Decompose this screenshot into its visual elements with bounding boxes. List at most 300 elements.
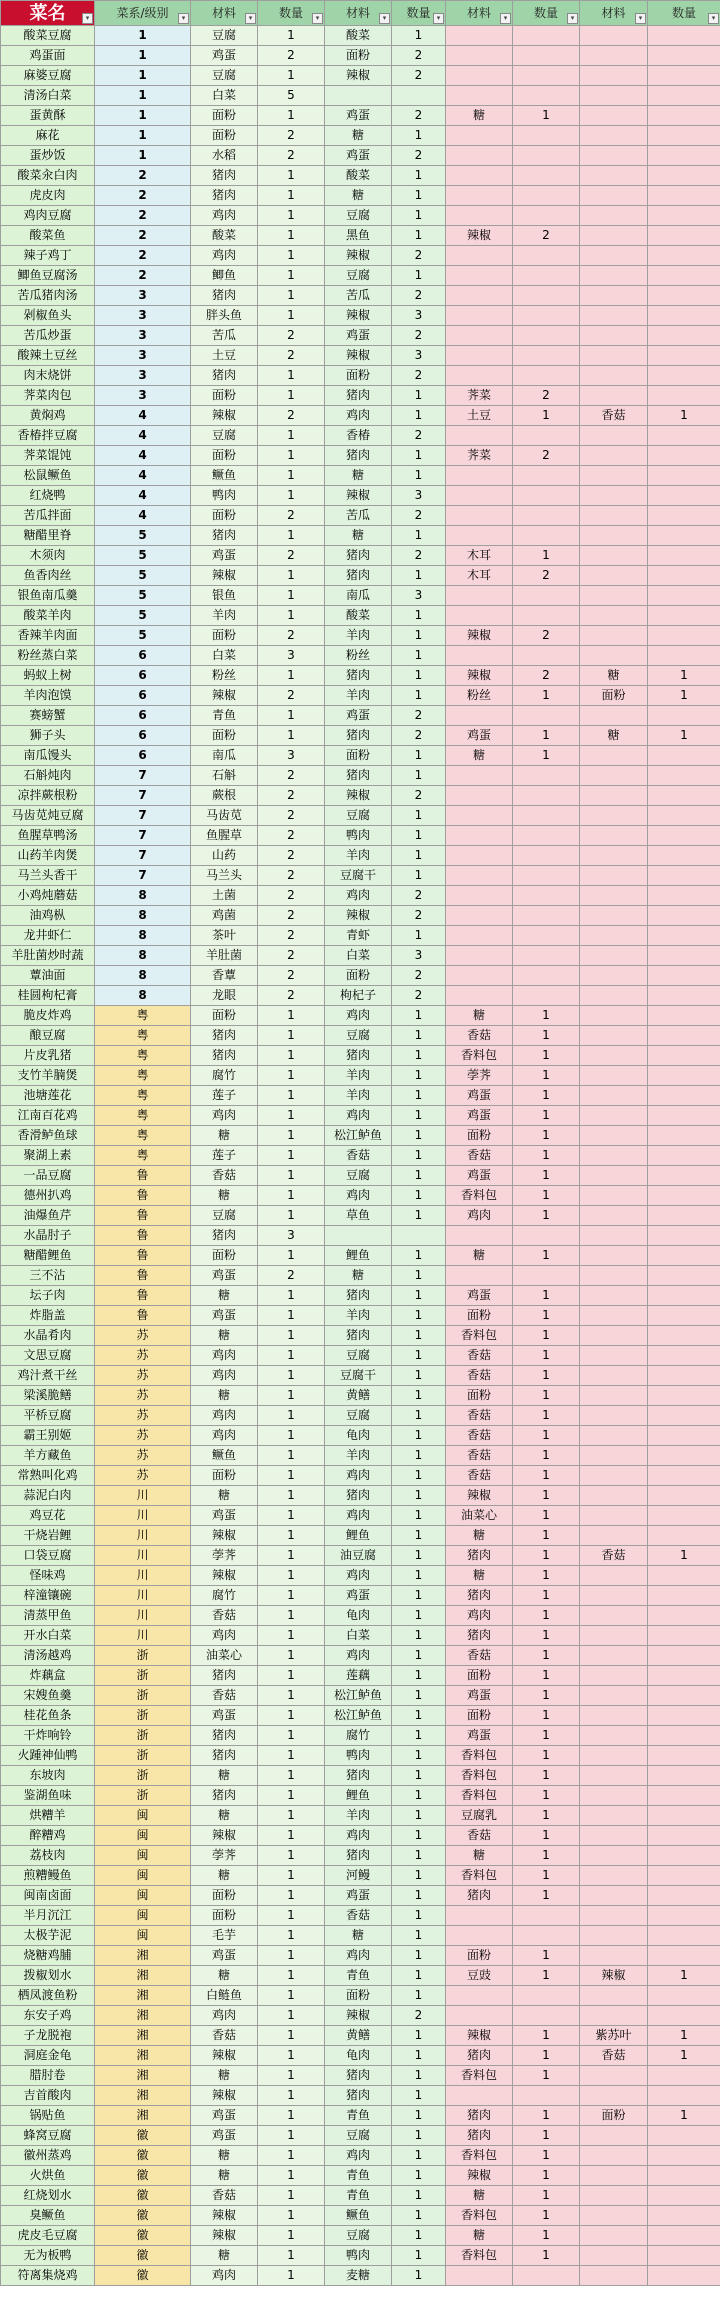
ingredient-cell[interactable]: 酸菜 (325, 26, 392, 46)
ingredient-cell[interactable] (580, 506, 648, 526)
quantity-cell[interactable]: 1 (258, 1526, 325, 1546)
ingredient-cell[interactable]: 糖 (191, 1386, 258, 1406)
ingredient-cell[interactable] (446, 286, 513, 306)
quantity-cell[interactable] (648, 546, 720, 566)
ingredient-cell[interactable]: 羊肉 (325, 1806, 392, 1826)
quantity-cell[interactable] (648, 1286, 720, 1306)
quantity-cell[interactable]: 1 (392, 2086, 446, 2106)
dish-name-cell[interactable]: 酸辣土豆丝 (1, 346, 95, 366)
quantity-cell[interactable] (513, 846, 580, 866)
quantity-cell[interactable] (648, 1226, 720, 1246)
dish-name-cell[interactable]: 松鼠鳜鱼 (1, 466, 95, 486)
quantity-cell[interactable]: 2 (258, 766, 325, 786)
quantity-cell[interactable]: 1 (513, 1946, 580, 1966)
filter-dropdown-icon[interactable]: ▾ (635, 13, 646, 24)
quantity-cell[interactable] (648, 906, 720, 926)
quantity-cell[interactable]: 2 (258, 1266, 325, 1286)
quantity-cell[interactable]: 1 (392, 206, 446, 226)
quantity-cell[interactable]: 1 (392, 1186, 446, 1206)
ingredient-cell[interactable]: 白菜 (191, 86, 258, 106)
ingredient-cell[interactable] (446, 486, 513, 506)
ingredient-cell[interactable]: 鸡蛋 (446, 726, 513, 746)
ingredient-cell[interactable] (580, 1006, 648, 1026)
quantity-cell[interactable] (513, 66, 580, 86)
ingredient-cell[interactable]: 木耳 (446, 546, 513, 566)
dish-name-cell[interactable]: 木须肉 (1, 546, 95, 566)
ingredient-cell[interactable]: 鸡肉 (191, 1426, 258, 1446)
ingredient-cell[interactable] (580, 1826, 648, 1846)
quantity-cell[interactable] (648, 1686, 720, 1706)
quantity-cell[interactable]: 1 (258, 1106, 325, 1126)
cuisine-level-cell[interactable]: 苏 (95, 1466, 191, 1486)
dish-name-cell[interactable]: 江南百花鸡 (1, 1106, 95, 1126)
ingredient-cell[interactable] (580, 66, 648, 86)
ingredient-cell[interactable] (580, 186, 648, 206)
quantity-cell[interactable]: 1 (258, 1646, 325, 1666)
ingredient-cell[interactable]: 糖 (191, 2166, 258, 2186)
quantity-cell[interactable]: 2 (258, 686, 325, 706)
dish-name-cell[interactable]: 干炸响铃 (1, 1726, 95, 1746)
dish-name-cell[interactable]: 羊肉泡馍 (1, 686, 95, 706)
ingredient-cell[interactable]: 香料包 (446, 1866, 513, 1886)
cuisine-level-cell[interactable]: 川 (95, 1566, 191, 1586)
quantity-cell[interactable]: 2 (258, 986, 325, 1006)
quantity-cell[interactable]: 1 (392, 1646, 446, 1666)
quantity-cell[interactable] (513, 286, 580, 306)
quantity-cell[interactable] (648, 266, 720, 286)
ingredient-cell[interactable]: 糖 (191, 1766, 258, 1786)
ingredient-cell[interactable]: 鸡肉 (191, 1626, 258, 1646)
quantity-cell[interactable]: 1 (258, 446, 325, 466)
quantity-cell[interactable]: 1 (258, 66, 325, 86)
ingredient-cell[interactable] (580, 306, 648, 326)
ingredient-cell[interactable]: 豆腐 (325, 266, 392, 286)
cuisine-level-cell[interactable]: 7 (95, 866, 191, 886)
quantity-cell[interactable]: 1 (258, 1446, 325, 1466)
quantity-cell[interactable] (648, 1946, 720, 1966)
ingredient-cell[interactable]: 黑鱼 (325, 226, 392, 246)
ingredient-cell[interactable] (580, 2066, 648, 2086)
cuisine-level-cell[interactable]: 1 (95, 146, 191, 166)
quantity-cell[interactable]: 1 (392, 1726, 446, 1746)
quantity-cell[interactable] (648, 746, 720, 766)
dish-name-cell[interactable]: 梓潼镶碗 (1, 1586, 95, 1606)
ingredient-cell[interactable] (446, 526, 513, 546)
ingredient-cell[interactable]: 面粉 (191, 126, 258, 146)
dish-name-cell[interactable]: 醉糟鸡 (1, 1826, 95, 1846)
cuisine-level-cell[interactable]: 1 (95, 46, 191, 66)
ingredient-cell[interactable]: 青鱼 (325, 2166, 392, 2186)
quantity-cell[interactable]: 1 (392, 1986, 446, 2006)
quantity-cell[interactable] (513, 766, 580, 786)
ingredient-cell[interactable] (580, 846, 648, 866)
ingredient-cell[interactable] (446, 186, 513, 206)
quantity-cell[interactable]: 1 (513, 686, 580, 706)
cuisine-level-cell[interactable]: 徽 (95, 2146, 191, 2166)
quantity-cell[interactable]: 1 (258, 586, 325, 606)
ingredient-cell[interactable]: 油菜心 (446, 1506, 513, 1526)
quantity-cell[interactable]: 1 (648, 1546, 720, 1566)
quantity-cell[interactable]: 2 (392, 66, 446, 86)
cuisine-level-cell[interactable]: 粤 (95, 1006, 191, 1026)
quantity-cell[interactable] (648, 646, 720, 666)
dish-name-cell[interactable]: 徽州蒸鸡 (1, 2146, 95, 2166)
quantity-cell[interactable] (513, 706, 580, 726)
ingredient-cell[interactable]: 面粉 (580, 686, 648, 706)
quantity-cell[interactable] (513, 426, 580, 446)
dish-name-cell[interactable]: 酸菜鱼 (1, 226, 95, 246)
dish-name-cell[interactable]: 片皮乳猪 (1, 1046, 95, 1066)
quantity-cell[interactable]: 1 (392, 1626, 446, 1646)
dish-name-cell[interactable]: 烧糖鸡脯 (1, 1946, 95, 1966)
quantity-cell[interactable] (513, 2266, 580, 2286)
ingredient-cell[interactable]: 辣椒 (191, 2226, 258, 2246)
dish-name-cell[interactable]: 宋嫂鱼羹 (1, 1686, 95, 1706)
cuisine-level-cell[interactable]: 浙 (95, 1646, 191, 1666)
quantity-cell[interactable]: 1 (513, 1706, 580, 1726)
ingredient-cell[interactable]: 鸡蛋 (325, 706, 392, 726)
ingredient-cell[interactable]: 豆腐 (325, 1026, 392, 1046)
ingredient-cell[interactable]: 鸡蛋 (446, 1286, 513, 1306)
quantity-cell[interactable]: 1 (392, 226, 446, 246)
quantity-cell[interactable]: 2 (258, 806, 325, 826)
cuisine-level-cell[interactable]: 湘 (95, 2086, 191, 2106)
ingredient-cell[interactable]: 糖 (191, 2146, 258, 2166)
ingredient-cell[interactable]: 面粉 (325, 966, 392, 986)
ingredient-cell[interactable]: 豆豉 (446, 1966, 513, 1986)
ingredient-cell[interactable] (580, 2146, 648, 2166)
quantity-cell[interactable] (513, 966, 580, 986)
header-ingredient-4[interactable] (580, 1, 648, 26)
quantity-cell[interactable]: 1 (392, 2186, 446, 2206)
ingredient-cell[interactable]: 香菇 (446, 1346, 513, 1366)
cuisine-level-cell[interactable]: 5 (95, 626, 191, 646)
ingredient-cell[interactable] (580, 1846, 648, 1866)
ingredient-cell[interactable]: 糖 (446, 1526, 513, 1546)
ingredient-cell[interactable]: 面粉 (191, 1906, 258, 1926)
header-quantity-2[interactable] (392, 1, 446, 26)
ingredient-cell[interactable] (580, 1486, 648, 1506)
ingredient-cell[interactable]: 鸡蛋 (191, 2126, 258, 2146)
quantity-cell[interactable]: 1 (258, 1086, 325, 1106)
ingredient-cell[interactable] (446, 946, 513, 966)
ingredient-cell[interactable]: 羊肉 (325, 1306, 392, 1326)
dish-name-cell[interactable]: 炸脂盖 (1, 1306, 95, 1326)
quantity-cell[interactable]: 1 (392, 406, 446, 426)
filter-dropdown-icon[interactable]: ▾ (379, 13, 390, 24)
quantity-cell[interactable] (648, 1486, 720, 1506)
quantity-cell[interactable] (648, 606, 720, 626)
quantity-cell[interactable] (513, 786, 580, 806)
quantity-cell[interactable] (648, 1766, 720, 1786)
ingredient-cell[interactable]: 鲫鱼 (191, 266, 258, 286)
ingredient-cell[interactable]: 糖 (191, 1486, 258, 1506)
ingredient-cell[interactable]: 豆腐干 (325, 1366, 392, 1386)
quantity-cell[interactable] (648, 486, 720, 506)
quantity-cell[interactable]: 1 (258, 246, 325, 266)
quantity-cell[interactable] (648, 1866, 720, 1886)
ingredient-cell[interactable] (580, 1706, 648, 1726)
ingredient-cell[interactable]: 香菇 (446, 1146, 513, 1166)
quantity-cell[interactable]: 1 (392, 1906, 446, 1926)
cuisine-level-cell[interactable]: 闽 (95, 1826, 191, 1846)
quantity-cell[interactable] (648, 206, 720, 226)
quantity-cell[interactable]: 1 (513, 2166, 580, 2186)
ingredient-cell[interactable]: 面粉 (580, 2106, 648, 2126)
quantity-cell[interactable]: 1 (392, 2226, 446, 2246)
dish-name-cell[interactable]: 荔枝肉 (1, 1846, 95, 1866)
ingredient-cell[interactable]: 枸杞子 (325, 986, 392, 1006)
quantity-cell[interactable] (648, 1306, 720, 1326)
filter-dropdown-icon[interactable]: ▾ (82, 13, 93, 24)
ingredient-cell[interactable]: 白菜 (325, 946, 392, 966)
quantity-cell[interactable]: 1 (392, 1506, 446, 1526)
quantity-cell[interactable]: 2 (258, 626, 325, 646)
ingredient-cell[interactable]: 鸡肉 (191, 1406, 258, 1426)
ingredient-cell[interactable]: 辣椒 (191, 1526, 258, 1546)
quantity-cell[interactable]: 1 (392, 1146, 446, 1166)
quantity-cell[interactable]: 2 (258, 46, 325, 66)
dish-name-cell[interactable]: 辣子鸡丁 (1, 246, 95, 266)
cuisine-level-cell[interactable]: 粤 (95, 1086, 191, 1106)
ingredient-cell[interactable]: 茶叶 (191, 926, 258, 946)
cuisine-level-cell[interactable]: 7 (95, 766, 191, 786)
ingredient-cell[interactable]: 猪肉 (325, 566, 392, 586)
dish-name-cell[interactable]: 文思豆腐 (1, 1346, 95, 1366)
quantity-cell[interactable] (648, 1406, 720, 1426)
quantity-cell[interactable]: 1 (258, 1186, 325, 1206)
quantity-cell[interactable]: 1 (392, 1086, 446, 1106)
ingredient-cell[interactable] (580, 1666, 648, 1686)
ingredient-cell[interactable]: 糖 (446, 1246, 513, 1266)
ingredient-cell[interactable] (580, 1746, 648, 1766)
ingredient-cell[interactable]: 豆腐 (325, 2226, 392, 2246)
ingredient-cell[interactable]: 鸡肉 (325, 886, 392, 906)
ingredient-cell[interactable]: 青鱼 (191, 706, 258, 726)
cuisine-level-cell[interactable]: 川 (95, 1486, 191, 1506)
ingredient-cell[interactable] (580, 2086, 648, 2106)
quantity-cell[interactable] (648, 946, 720, 966)
ingredient-cell[interactable]: 羊肚菌 (191, 946, 258, 966)
quantity-cell[interactable]: 1 (392, 1426, 446, 1446)
quantity-cell[interactable]: 1 (392, 1566, 446, 1586)
quantity-cell[interactable]: 1 (258, 606, 325, 626)
header-quantity-3[interactable] (513, 1, 580, 26)
cuisine-level-cell[interactable]: 4 (95, 486, 191, 506)
quantity-cell[interactable] (648, 1466, 720, 1486)
ingredient-cell[interactable]: 香菇 (580, 2046, 648, 2066)
dish-name-cell[interactable]: 蜂窝豆腐 (1, 2126, 95, 2146)
ingredient-cell[interactable]: 羊肉 (325, 1066, 392, 1086)
dish-name-cell[interactable]: 粉丝蒸白菜 (1, 646, 95, 666)
dish-name-cell[interactable]: 平桥豆腐 (1, 1406, 95, 1426)
quantity-cell[interactable] (513, 886, 580, 906)
cuisine-level-cell[interactable]: 浙 (95, 1726, 191, 1746)
header-dish-name[interactable] (1, 1, 95, 26)
quantity-cell[interactable] (648, 226, 720, 246)
quantity-cell[interactable]: 1 (513, 2026, 580, 2046)
ingredient-cell[interactable]: 香菇 (446, 1426, 513, 1446)
quantity-cell[interactable]: 1 (513, 1966, 580, 1986)
quantity-cell[interactable]: 1 (513, 1386, 580, 1406)
cuisine-level-cell[interactable]: 6 (95, 726, 191, 746)
quantity-cell[interactable]: 1 (258, 1006, 325, 1026)
ingredient-cell[interactable]: 香菇 (191, 2186, 258, 2206)
quantity-cell[interactable] (513, 926, 580, 946)
ingredient-cell[interactable]: 羊肉 (325, 626, 392, 646)
ingredient-cell[interactable]: 白鲢鱼 (191, 1986, 258, 2006)
filter-dropdown-icon[interactable]: ▾ (245, 13, 256, 24)
quantity-cell[interactable]: 2 (513, 566, 580, 586)
dish-name-cell[interactable]: 蚂蚁上树 (1, 666, 95, 686)
ingredient-cell[interactable] (446, 706, 513, 726)
ingredient-cell[interactable]: 辣椒 (325, 786, 392, 806)
quantity-cell[interactable] (648, 626, 720, 646)
quantity-cell[interactable]: 1 (513, 2106, 580, 2126)
ingredient-cell[interactable] (446, 786, 513, 806)
quantity-cell[interactable] (648, 86, 720, 106)
ingredient-cell[interactable] (580, 206, 648, 226)
ingredient-cell[interactable]: 青鱼 (325, 2186, 392, 2206)
ingredient-cell[interactable] (580, 1086, 648, 1106)
quantity-cell[interactable]: 1 (513, 1006, 580, 1026)
ingredient-cell[interactable]: 香料包 (446, 2146, 513, 2166)
cuisine-level-cell[interactable]: 2 (95, 166, 191, 186)
dish-name-cell[interactable]: 臭鳜鱼 (1, 2206, 95, 2226)
quantity-cell[interactable]: 2 (258, 866, 325, 886)
ingredient-cell[interactable]: 香料包 (446, 1786, 513, 1806)
ingredient-cell[interactable]: 青鱼 (325, 1966, 392, 1986)
ingredient-cell[interactable] (580, 1866, 648, 1886)
quantity-cell[interactable]: 1 (258, 1586, 325, 1606)
ingredient-cell[interactable]: 鸡肉 (191, 2266, 258, 2286)
cuisine-level-cell[interactable]: 7 (95, 846, 191, 866)
ingredient-cell[interactable]: 粉丝 (191, 666, 258, 686)
cuisine-level-cell[interactable]: 粤 (95, 1106, 191, 1126)
ingredient-cell[interactable] (580, 946, 648, 966)
cuisine-level-cell[interactable]: 川 (95, 1586, 191, 1606)
cuisine-level-cell[interactable]: 2 (95, 266, 191, 286)
ingredient-cell[interactable] (580, 226, 648, 246)
ingredient-cell[interactable]: 鸡肉 (191, 206, 258, 226)
quantity-cell[interactable] (648, 326, 720, 346)
dish-name-cell[interactable]: 苦瓜拌面 (1, 506, 95, 526)
ingredient-cell[interactable]: 鸡蛋 (325, 1886, 392, 1906)
ingredient-cell[interactable] (580, 486, 648, 506)
cuisine-level-cell[interactable]: 闽 (95, 1846, 191, 1866)
ingredient-cell[interactable]: 鸡蛋 (191, 1506, 258, 1526)
quantity-cell[interactable] (513, 306, 580, 326)
quantity-cell[interactable]: 1 (513, 1146, 580, 1166)
dish-name-cell[interactable]: 三不沾 (1, 1266, 95, 1286)
ingredient-cell[interactable] (580, 626, 648, 646)
quantity-cell[interactable]: 2 (258, 926, 325, 946)
quantity-cell[interactable] (513, 1926, 580, 1946)
ingredient-cell[interactable] (446, 646, 513, 666)
cuisine-level-cell[interactable]: 8 (95, 926, 191, 946)
quantity-cell[interactable]: 1 (258, 186, 325, 206)
quantity-cell[interactable]: 1 (258, 2086, 325, 2106)
quantity-cell[interactable]: 1 (392, 1346, 446, 1366)
cuisine-level-cell[interactable]: 苏 (95, 1366, 191, 1386)
quantity-cell[interactable] (513, 246, 580, 266)
ingredient-cell[interactable]: 糖 (325, 186, 392, 206)
dish-name-cell[interactable]: 东坡肉 (1, 1766, 95, 1786)
cuisine-level-cell[interactable]: 闽 (95, 1906, 191, 1926)
quantity-cell[interactable] (648, 1026, 720, 1046)
quantity-cell[interactable]: 2 (258, 406, 325, 426)
cuisine-level-cell[interactable]: 1 (95, 66, 191, 86)
quantity-cell[interactable]: 2 (392, 786, 446, 806)
cuisine-level-cell[interactable]: 5 (95, 566, 191, 586)
ingredient-cell[interactable] (580, 1166, 648, 1186)
quantity-cell[interactable] (648, 706, 720, 726)
dish-name-cell[interactable]: 鸡豆花 (1, 1506, 95, 1526)
quantity-cell[interactable] (648, 26, 720, 46)
ingredient-cell[interactable]: 油豆腐 (325, 1546, 392, 1566)
ingredient-cell[interactable]: 豆腐 (325, 1406, 392, 1426)
ingredient-cell[interactable]: 黄鳝 (325, 1386, 392, 1406)
ingredient-cell[interactable]: 猪肉 (191, 526, 258, 546)
ingredient-cell[interactable]: 猪肉 (325, 2066, 392, 2086)
ingredient-cell[interactable] (580, 1066, 648, 1086)
dish-name-cell[interactable]: 虎皮毛豆腐 (1, 2226, 95, 2246)
cuisine-level-cell[interactable]: 8 (95, 966, 191, 986)
dish-name-cell[interactable]: 梁溪脆鳝 (1, 1386, 95, 1406)
ingredient-cell[interactable]: 莲子 (191, 1086, 258, 1106)
cuisine-level-cell[interactable]: 闽 (95, 1886, 191, 1906)
ingredient-cell[interactable]: 辣椒 (446, 626, 513, 646)
quantity-cell[interactable] (648, 1806, 720, 1826)
ingredient-cell[interactable]: 糖 (191, 2066, 258, 2086)
ingredient-cell[interactable]: 辣椒 (446, 666, 513, 686)
quantity-cell[interactable] (648, 1886, 720, 1906)
quantity-cell[interactable]: 1 (392, 626, 446, 646)
ingredient-cell[interactable]: 鸡肉 (325, 1506, 392, 1526)
ingredient-cell[interactable] (446, 2006, 513, 2026)
ingredient-cell[interactable]: 鸡蛋 (191, 546, 258, 566)
ingredient-cell[interactable]: 面粉 (446, 1946, 513, 1966)
ingredient-cell[interactable]: 豆腐 (191, 426, 258, 446)
quantity-cell[interactable]: 1 (392, 2166, 446, 2186)
ingredient-cell[interactable]: 香菇 (446, 1446, 513, 1466)
quantity-cell[interactable]: 1 (392, 766, 446, 786)
ingredient-cell[interactable]: 鸡蛋 (325, 1586, 392, 1606)
cuisine-level-cell[interactable]: 浙 (95, 1666, 191, 1686)
quantity-cell[interactable]: 1 (258, 1726, 325, 1746)
quantity-cell[interactable] (648, 966, 720, 986)
ingredient-cell[interactable]: 猪肉 (446, 1546, 513, 1566)
quantity-cell[interactable]: 1 (392, 1666, 446, 1686)
quantity-cell[interactable] (513, 866, 580, 886)
ingredient-cell[interactable] (325, 86, 392, 106)
ingredient-cell[interactable] (446, 906, 513, 926)
quantity-cell[interactable]: 1 (392, 1526, 446, 1546)
ingredient-cell[interactable]: 青鱼 (325, 2106, 392, 2126)
quantity-cell[interactable]: 1 (392, 466, 446, 486)
ingredient-cell[interactable]: 羊肉 (325, 846, 392, 866)
quantity-cell[interactable]: 1 (258, 2206, 325, 2226)
ingredient-cell[interactable] (580, 346, 648, 366)
ingredient-cell[interactable]: 紫苏叶 (580, 2026, 648, 2046)
ingredient-cell[interactable] (446, 606, 513, 626)
ingredient-cell[interactable] (446, 506, 513, 526)
quantity-cell[interactable]: 1 (513, 1486, 580, 1506)
dish-name-cell[interactable]: 桂花鱼条 (1, 1706, 95, 1726)
ingredient-cell[interactable]: 辣椒 (580, 1966, 648, 1986)
quantity-cell[interactable]: 1 (513, 1766, 580, 1786)
quantity-cell[interactable] (648, 1246, 720, 1266)
